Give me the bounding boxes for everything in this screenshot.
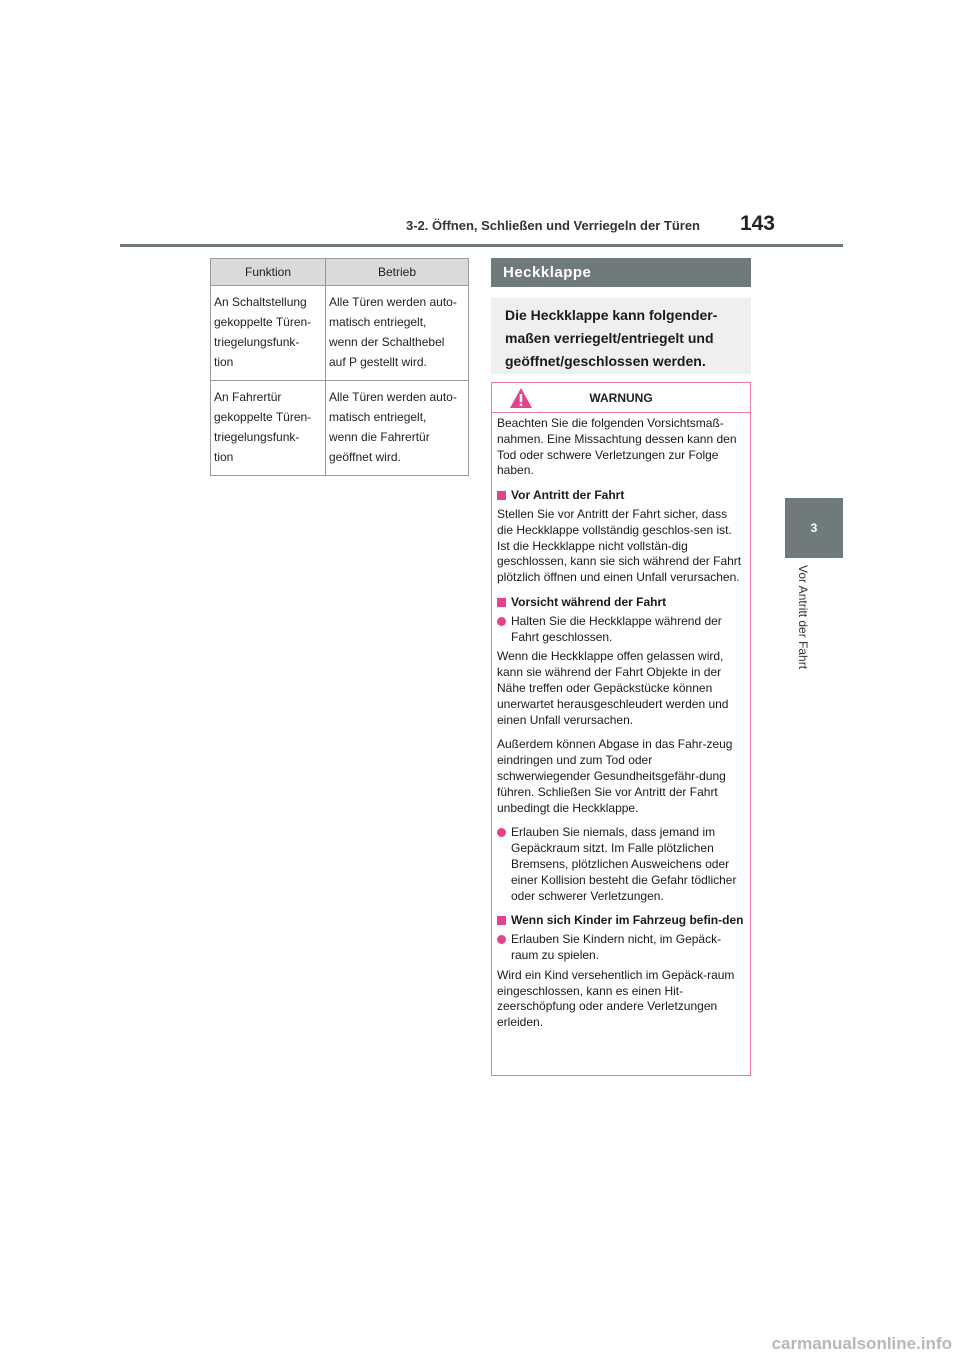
table-cell-operation — [326, 286, 469, 381]
bullet-text: Erlauben Sie Kindern nicht, im Gepäck-raum zu spielen. — [511, 932, 722, 962]
bullet-text: Erlauben Sie niemals, dass jemand im Gepäckraum sitzt. Im Falle plötzlichen Bremsens, plötzlichen Ausweichens oder einer Kollision besteht die Gefahr tödlicher oder schwerer Verletzungen. — [511, 825, 737, 903]
bullet-text: Halten Sie die Heckklappe während der Fahrt geschlossen. — [511, 613, 722, 644]
square-bullet-icon — [497, 916, 506, 925]
table-header-row — [211, 259, 469, 286]
cell-line: Alle Türen werden auto- — [329, 390, 457, 404]
warning-box — [491, 382, 751, 1076]
subheading-text: Vorsicht während der Fahrt — [511, 594, 667, 609]
warning-bullet — [497, 614, 745, 646]
circle-bullet-icon — [497, 828, 506, 837]
table-cell-function — [211, 286, 326, 381]
warning-subheading — [497, 595, 745, 611]
cell-line: triegelungsfunk- — [214, 335, 300, 349]
cell-line: matisch entriegelt, — [329, 410, 427, 424]
cell-line: tion — [214, 355, 234, 369]
warning-body — [492, 413, 750, 1031]
section-title: Heckklappe — [491, 258, 751, 287]
chapter-tab[interactable]: 3 — [785, 498, 843, 558]
cell-line: triegelungsfunk- — [214, 430, 300, 444]
table-cell-function — [211, 381, 326, 476]
warning-subheading — [497, 488, 745, 504]
cell-line: An Fahrertür — [214, 390, 282, 404]
watermark-text: carmanualsonline.info — [771, 1334, 952, 1353]
table-header-operation: Betrieb — [326, 259, 469, 286]
cell-line: Alle Türen werden auto- — [329, 295, 457, 309]
header-divider — [120, 244, 843, 247]
table-header-function: Funktion — [211, 259, 326, 286]
cell-line: An Schaltstellung — [214, 295, 307, 309]
section-breadcrumb: 3-2. Öffnen, Schließen und Verriegeln der Türen — [405, 218, 700, 233]
table-row — [211, 381, 469, 476]
subheading-text: Wenn sich Kinder im Fahrzeug befin-den — [511, 913, 744, 928]
cell-line: auf P gestellt wird. — [329, 355, 427, 369]
circle-bullet-icon — [497, 935, 506, 944]
warning-paragraph: Wird ein Kind versehentlich im Gepäck-raum eingeschlossen, kann es einen Hit-zeerschöpfung oder andere Verletzungen erleiden. — [497, 967, 735, 1030]
circle-bullet-icon — [497, 617, 506, 626]
section-intro: Die Heckklappe kann folgender-maßen verriegelt/entriegelt und geöffnet/geschlossen werden. — [491, 298, 751, 374]
warning-header — [492, 383, 750, 413]
warning-paragraph: Außerdem können Abgase in das Fahr-zeug eindringen und zum Tod oder schwerwiegender Gesundheitsgefähr-dung führen. Schließen Sie vor Antritt der Fahrt unbedingt die Heckklappe. — [497, 737, 733, 815]
square-bullet-icon — [497, 598, 506, 607]
warning-bullet — [497, 825, 745, 904]
warning-intro: Beachten Sie die folgenden Vorsichtsmaß-nahmen. Eine Missachtung dessen kann den Tod oder schwere Verletzungen zur Folge haben. — [497, 416, 737, 478]
cell-line: tion — [214, 450, 234, 464]
warning-subheading — [497, 913, 745, 929]
cell-line: gekoppelte Türen- — [214, 315, 312, 329]
warning-title: WARNUNG — [589, 390, 653, 405]
table-row — [211, 286, 469, 381]
function-table — [210, 258, 469, 476]
table-cell-operation — [326, 381, 469, 476]
warning-triangle-icon — [509, 387, 533, 409]
chapter-side-label: Vor Antritt der Fahrt — [796, 565, 810, 670]
cell-line: wenn die Fahrertür — [329, 430, 430, 444]
page-number: 143 — [739, 212, 775, 235]
subheading-text: Vor Antritt der Fahrt — [511, 488, 625, 503]
cell-line: wenn der Schalthebel — [329, 335, 445, 349]
warning-bullet — [497, 932, 745, 964]
warning-paragraph: Wenn die Heckklappe offen gelassen wird, kann sie während der Fahrt Objekte in der Nähe treffen oder Gepäckstücke können unerwartet herausgeschleudert werden und einen Unfall verursachen. — [497, 649, 729, 727]
cell-line: gekoppelte Türen- — [214, 410, 312, 424]
warning-paragraph: Stellen Sie vor Antritt der Fahrt sicher, dass die Heckklappe vollständig geschlos-sen ist. Ist die Heckklappe nicht vollstän-dig geschlossen, kann sie sich während der Fahrt plötzlich öffnen und einen Unfall verursachen. — [497, 506, 742, 585]
square-bullet-icon — [497, 491, 506, 500]
cell-line: matisch entriegelt, — [329, 315, 427, 329]
cell-line: geöffnet wird. — [329, 450, 401, 464]
